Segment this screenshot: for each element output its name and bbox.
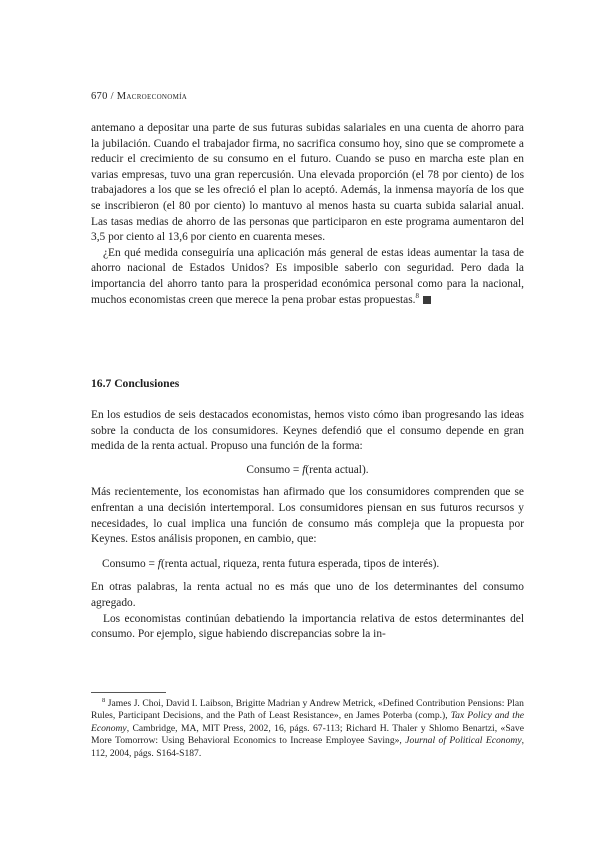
paragraph-text: ¿En qué medida conseguiría una aplicación más general de estas ideas aumentar la tasa de ahorro nacional de Estados Unidos? Es imposible saberlo con seguridad. Pero dada la importancia del ahorro tanto para la prosperidad económica personal como para la nacional, muchos economistas creen que merece la pena probar estas propuestas.	[91, 246, 524, 306]
paragraph-other-words: En otras palabras, la renta actual no es más que uno de los determinantes del consumo agregado.	[91, 581, 524, 609]
book-title: Macroeconomía	[116, 91, 188, 102]
paragraph-intertemporal: Más recientemente, los economistas han afirmado que los consumidores comprenden que se enfrentan a una decisión intertemporal. Los consumidores piensan en sus futuros recursos y necesidades, lo cual implica una función de consumo más compleja que la propuesta por Keynes. Estos análisis proponen, en cambio, que:	[91, 486, 524, 546]
footnote-reference: 8	[415, 291, 420, 300]
paragraph-keynes: En los estudios de seis destacados economistas, hemos visto cómo iban progresando las ideas sobre la conducta de los consumidores. Keynes defendió que el consumo depende en gran medida de la renta actual. Propuso una función de la forma:	[91, 409, 524, 453]
formula-arguments: (renta actual, riqueza, renta futura esperada, tipos de interés).	[160, 557, 440, 570]
page-number: 670	[91, 91, 108, 102]
conclusions-text-block	[91, 408, 524, 643]
section-heading: 16.7 Conclusiones	[91, 377, 180, 390]
keynes-consumption-function	[91, 463, 524, 479]
top-text-block	[91, 121, 524, 308]
intertemporal-consumption-function	[102, 557, 524, 573]
formula-lhs: Consumo =	[102, 557, 158, 570]
formula-function-symbol: f	[157, 557, 161, 570]
footnote-number: 8	[102, 697, 106, 704]
footnote-text-part: James J. Choi, David I. Laibson, Brigitte Madrian y Andrew Metrick, «Defined Contribution Pensions: Plan Rules, Participant Decisions, and the Path of Least Resistance», en James Poterba (comp.),	[91, 698, 524, 722]
paragraph-savings-question	[91, 246, 524, 308]
running-header	[91, 91, 187, 102]
footnote-text-part: , 112, 2004, págs. S164-S187.	[91, 735, 524, 759]
formula-function-symbol: f	[302, 463, 306, 476]
paragraph-continued: antemano a depositar una parte de sus futuras subidas salariales en una cuenta de ahorro para la jubilación. Cuando el trabajador firma, no sacrifica consumo hoy, sino que se compromete a reducir el crecimiento de su consumo en el futuro. Cuando se puso en marcha este plan en varias empresas, tuvo una gran repercusión. Una elevada proporción (el 78 por ciento) de los trabajadores a los que se les ofreció el plan lo aceptó. Además, la inmensa mayoría de los que se inscribieron (el 80 por ciento) lo mantuvo al menos hasta su cuarta subida salarial anual. Las tasas medias de ahorro de las personas que participaron en este programa aumentaron del 3,5 por ciento al 13,6 por ciento en cuarenta meses.	[91, 122, 524, 244]
footnote-italic-title: Journal of Political Economy	[405, 735, 522, 747]
footnote-italic-title: Tax Policy and the Economy	[91, 710, 524, 734]
formula-arguments: (renta actual).	[305, 463, 369, 476]
footnote-text-part: , Cambridge, MA, MIT Press, 2002, 16, págs. 67-113; Richard H. Thaler y Shlomo Benartzi, «Save More Tomorrow: Using Behavioral Economics to Increase Employee Saving»,	[91, 722, 524, 747]
footnote-rule	[91, 692, 166, 693]
formula-lhs: Consumo =	[246, 463, 303, 476]
header-separator: /	[110, 91, 114, 102]
end-of-box-mark	[423, 296, 431, 304]
paragraph-debate: Los economistas continúan debatiendo la importancia relativa de estos determinantes del consumo. Por ejemplo, sigue habiendo discrepancias sobre la in-	[91, 612, 524, 641]
footnote	[91, 698, 524, 760]
